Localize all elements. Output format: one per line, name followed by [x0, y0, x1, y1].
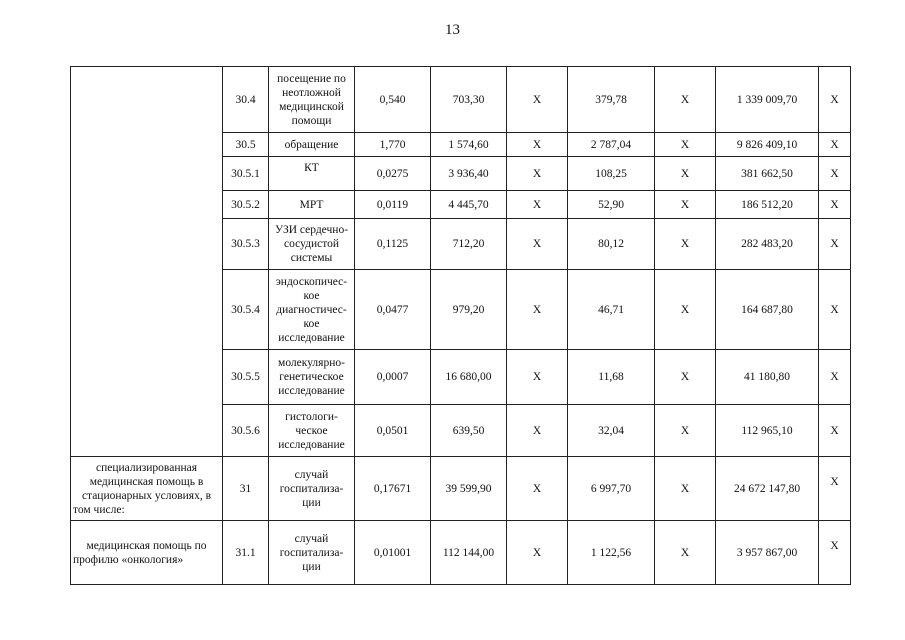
- cost-cell: 639,50: [431, 405, 507, 457]
- x-mark-cell: Х: [819, 350, 851, 405]
- data-table: [70, 66, 851, 585]
- cost-cell: 39 599,90: [431, 457, 507, 521]
- x-mark-cell: Х: [655, 270, 716, 350]
- unit-cell: эндоскопичес-кое диагностичес-кое исследование: [269, 270, 355, 350]
- per-capita-cell: 1 122,56: [568, 521, 655, 585]
- code-cell: 30.5.4: [223, 270, 269, 350]
- x-mark-cell: Х: [655, 219, 716, 270]
- x-mark-cell: Х: [819, 270, 851, 350]
- cost-cell: 112 144,00: [431, 521, 507, 585]
- unit-cell: КТ: [269, 157, 355, 191]
- total-cell: 41 180,80: [716, 350, 819, 405]
- per-capita-cell: 2 787,04: [568, 133, 655, 157]
- x-mark-cell: Х: [507, 521, 568, 585]
- total-cell: 9 826 409,10: [716, 133, 819, 157]
- x-mark-cell: Х: [655, 350, 716, 405]
- x-mark-cell: Х: [655, 67, 716, 133]
- per-capita-cell: 379,78: [568, 67, 655, 133]
- unit-cell: посещение по неотложной медицинской помощи: [269, 67, 355, 133]
- total-cell: 112 965,10: [716, 405, 819, 457]
- table-row: [71, 67, 851, 133]
- page-number: 13: [445, 22, 460, 38]
- norm-cell: 0,1125: [355, 219, 431, 270]
- x-mark-cell: Х: [819, 219, 851, 270]
- norm-cell: 0,0477: [355, 270, 431, 350]
- per-capita-cell: 6 997,70: [568, 457, 655, 521]
- total-cell: 3 957 867,00: [716, 521, 819, 585]
- norm-cell: 0,01001: [355, 521, 431, 585]
- cost-cell: 979,20: [431, 270, 507, 350]
- unit-cell: случай госпитализа-ции: [269, 521, 355, 585]
- code-cell: 31: [223, 457, 269, 521]
- per-capita-cell: 11,68: [568, 350, 655, 405]
- norm-cell: 0,17671: [355, 457, 431, 521]
- section-cell: специализированная медицинская помощь в стационарных условиях, в том числе:: [71, 457, 223, 521]
- cost-cell: 16 680,00: [431, 350, 507, 405]
- x-mark-cell: Х: [819, 457, 851, 521]
- unit-cell: случай госпитализа-ции: [269, 457, 355, 521]
- x-mark-cell: Х: [819, 191, 851, 219]
- per-capita-cell: 108,25: [568, 157, 655, 191]
- unit-cell: УЗИ сердечно-сосудистой системы: [269, 219, 355, 270]
- x-mark-cell: Х: [507, 457, 568, 521]
- x-mark-cell: Х: [819, 405, 851, 457]
- x-mark-cell: Х: [819, 67, 851, 133]
- section-cell: медицинская помощь по профилю «онкология»: [71, 521, 223, 585]
- x-mark-cell: Х: [507, 270, 568, 350]
- norm-cell: 0,540: [355, 67, 431, 133]
- unit-cell: обращение: [269, 133, 355, 157]
- per-capita-cell: 52,90: [568, 191, 655, 219]
- x-mark-cell: Х: [507, 219, 568, 270]
- x-mark-cell: Х: [507, 405, 568, 457]
- x-mark-cell: Х: [819, 157, 851, 191]
- norm-cell: 0,0007: [355, 350, 431, 405]
- cost-cell: 703,30: [431, 67, 507, 133]
- x-mark-cell: Х: [819, 133, 851, 157]
- table-row: [71, 457, 851, 521]
- total-cell: 24 672 147,80: [716, 457, 819, 521]
- per-capita-cell: 46,71: [568, 270, 655, 350]
- section-cell-empty: [71, 67, 223, 457]
- cost-cell: 712,20: [431, 219, 507, 270]
- code-cell: 30.4: [223, 67, 269, 133]
- norm-cell: 1,770: [355, 133, 431, 157]
- x-mark-cell: Х: [507, 133, 568, 157]
- unit-cell: гистологи-ческое исследование: [269, 405, 355, 457]
- total-cell: 282 483,20: [716, 219, 819, 270]
- x-mark-cell: Х: [655, 521, 716, 585]
- cost-cell: 3 936,40: [431, 157, 507, 191]
- code-cell: 30.5: [223, 133, 269, 157]
- code-cell: 30.5.2: [223, 191, 269, 219]
- unit-cell: молекулярно-генетическое исследование: [269, 350, 355, 405]
- cost-cell: 4 445,70: [431, 191, 507, 219]
- x-mark-cell: Х: [507, 157, 568, 191]
- per-capita-cell: 80,12: [568, 219, 655, 270]
- x-mark-cell: Х: [819, 521, 851, 585]
- unit-cell: МРТ: [269, 191, 355, 219]
- code-cell: 30.5.3: [223, 219, 269, 270]
- x-mark-cell: Х: [655, 133, 716, 157]
- total-cell: 164 687,80: [716, 270, 819, 350]
- x-mark-cell: Х: [507, 67, 568, 133]
- per-capita-cell: 32,04: [568, 405, 655, 457]
- x-mark-cell: Х: [655, 157, 716, 191]
- x-mark-cell: Х: [507, 350, 568, 405]
- total-cell: 381 662,50: [716, 157, 819, 191]
- x-mark-cell: Х: [655, 191, 716, 219]
- x-mark-cell: Х: [507, 191, 568, 219]
- norm-cell: 0,0501: [355, 405, 431, 457]
- x-mark-cell: Х: [655, 405, 716, 457]
- norm-cell: 0,0119: [355, 191, 431, 219]
- code-cell: 30.5.6: [223, 405, 269, 457]
- table-row: [71, 521, 851, 585]
- total-cell: 1 339 009,70: [716, 67, 819, 133]
- norm-cell: 0,0275: [355, 157, 431, 191]
- code-cell: 30.5.5: [223, 350, 269, 405]
- code-cell: 31.1: [223, 521, 269, 585]
- cost-cell: 1 574,60: [431, 133, 507, 157]
- x-mark-cell: Х: [655, 457, 716, 521]
- total-cell: 186 512,20: [716, 191, 819, 219]
- code-cell: 30.5.1: [223, 157, 269, 191]
